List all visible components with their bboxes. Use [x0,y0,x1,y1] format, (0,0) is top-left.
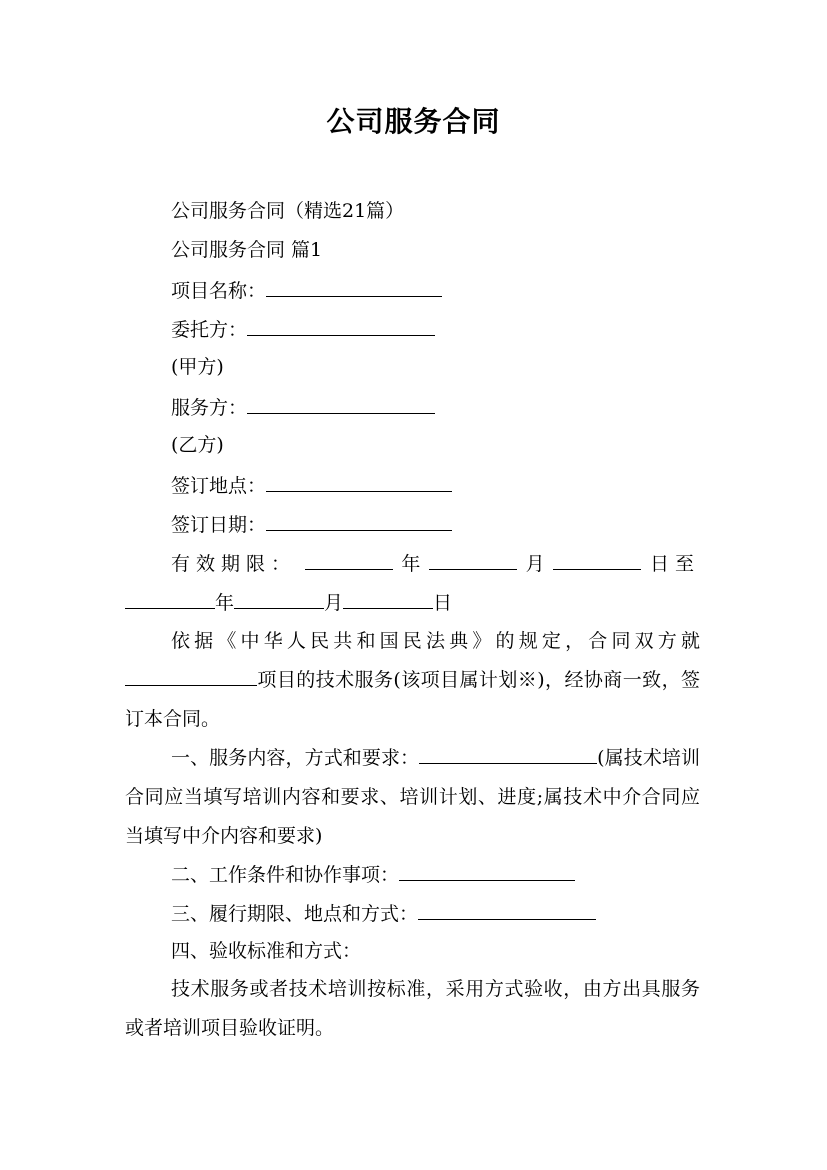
validity-month: 月 [525,553,545,575]
document-subtitle: 公司服务合同（精选21篇） [171,200,405,222]
clause-3-row [171,899,596,927]
clause-4-heading: 四、验收标准和方式： [171,940,362,962]
client-label: 委托方： [171,319,248,341]
provider-row [171,393,435,421]
sign-date-row [171,510,452,538]
section-heading: 公司服务合同 篇1 [171,239,323,261]
project-name-blank [266,276,442,297]
sign-place-label: 签订地点： [171,475,267,497]
basis-paragraph [125,622,700,739]
basis-text-2: 项目的技术服务(该项目属计划※)，经协商一致，签订本合同。 [125,669,700,730]
validity-row-2 [125,588,452,616]
clause-3-text: 三、履行期限、地点和方式： [171,903,419,925]
validity-label: 有效期限： [171,553,297,575]
basis-project-blank [125,665,257,686]
validity-year-blank [305,549,393,570]
project-name-label: 项目名称： [171,280,267,302]
validity-end-day-blank [343,588,433,609]
document-title: 公司服务合同 [326,105,501,138]
sign-date-blank [266,510,452,531]
validity-end-day: 日 [433,592,453,614]
basis-text-1: 依据《中华人民共和国民法典》的规定，合同双方就 [171,630,700,652]
clause-2-text: 二、工作条件和协作事项： [171,864,400,886]
provider-blank [247,393,435,414]
party-a: (甲方) [171,356,224,378]
validity-end-month: 月 [324,592,344,614]
party-b: (乙方) [171,434,224,456]
clause-2-row [171,860,575,888]
clause-1-blank [419,743,597,764]
validity-day-to: 日至 [649,553,700,575]
clause-4-body: 技术服务或者技术培训按标准，采用方式验收，由方出具服务或者培训项目验收证明。 [125,978,700,1039]
sign-place-blank [266,471,452,492]
validity-day-blank [553,549,641,570]
clause-1-paragraph [125,739,700,856]
validity-end-month-blank [234,588,324,609]
validity-row-1 [171,549,700,577]
client-row [171,315,435,343]
validity-end-year: 年 [215,592,235,614]
client-blank [247,315,435,336]
validity-month-blank [429,549,517,570]
clause-1-text-1: 一、服务内容，方式和要求： [171,747,420,769]
validity-end-year-blank [125,588,215,609]
project-name-row [171,276,442,304]
clause-3-blank [418,899,596,920]
clause-2-blank [399,860,575,881]
sign-place-row [171,471,452,499]
clause-1-text-2: (属技术培训合同应当填写培训内容和要求、培训计划、进度;属技术中介合同应当填写中介内容和要求) [125,747,700,847]
validity-year: 年 [401,553,421,575]
sign-date-label: 签订日期： [171,514,267,536]
provider-label: 服务方： [171,397,248,419]
